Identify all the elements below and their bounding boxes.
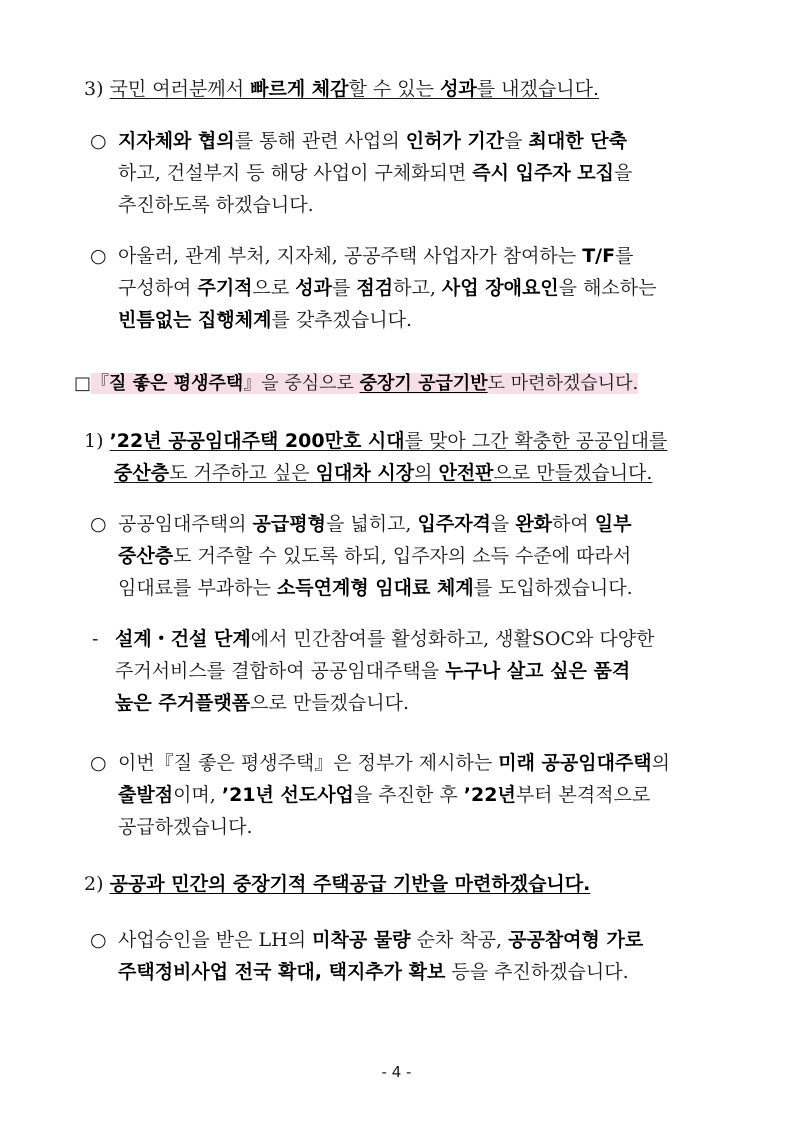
bullet-marker: ○ (90, 513, 107, 535)
bullet-marker: ○ (90, 752, 107, 774)
bullet-paragraph-5: 이번『질 좋은 평생주택』은 정부가 제시하는 미래 공공임대주택의 출발점이며, ’21년 선도사업을 추진한 후 ’22년부터 본격적으로 공급하겠습니다. (118, 752, 671, 838)
bullet-marker: ○ (90, 245, 107, 267)
section-2-heading (84, 868, 590, 900)
section-title: 국민 여러분께서 빠르게 체감할 수 있는 성과를 내겠습니다. (109, 78, 599, 100)
dash-marker: - (92, 628, 99, 650)
bullet-marker: ○ (90, 929, 107, 951)
dash-paragraph: 설계・건설 단계에서 민간참여를 활성화하고, 생활SOC와 다양한 주거서비스를 결합하여 공공임대주택을 누구나 살고 싶은 품격 높은 주거플랫폼으로 만들겠습니다. (115, 628, 655, 714)
bullet-paragraph-2: 아울러, 관계 부처, 지자체, 공공주택 사업자가 참여하는 T/F를 구성하여 주기적으로 성과를 점검하고, 사업 장애요인을 해소하는 빈틈없는 집행체계를 갖추겠습니다. (118, 245, 657, 331)
section-number: 3) (84, 78, 104, 100)
page-number: - 4 - (381, 1063, 412, 1081)
main-heading (74, 368, 638, 400)
section-3-heading (84, 73, 599, 105)
bullet-paragraph-1: 지자체와 협의를 통해 관련 사업의 인허가 기간을 최대한 단축 하고, 건설부지 등 해당 사업이 구체화되면 즉시 입주자 모집을 추진하도록 하겠습니다. (118, 130, 633, 216)
section-number: 2) (84, 873, 104, 895)
section-number: 1) (84, 430, 104, 452)
section-title: 공공과 민간의 중장기적 주택공급 기반을 마련하겠습니다. (109, 873, 591, 895)
section-1-heading: 1) ’22년 공공임대주택 200만호 시대를 맞아 그간 확충한 공공임대를 중산층도 거주하고 싶은 임대차 시장의 안전판으로 만들겠습니다. (84, 430, 668, 484)
bullet-paragraph-6: 사업승인을 받은 LH의 미착공 물량 순차 착공, 공공참여형 가로 주택정비사업 전국 확대, 택지추가 확보 등을 추진하겠습니다. (118, 929, 644, 983)
bullet-marker: ○ (90, 130, 107, 152)
bullet-paragraph-3: 공공임대주택의 공급평형을 넓히고, 입주자격을 완화하여 일부 중산층도 거주할 수 있도록 하되, 입주자의 소득 수준에 따라서 임대료를 부과하는 소득연계형 임대료 체계를 도입하겠습니다. (118, 513, 633, 599)
checkbox-square-icon: □ (74, 373, 92, 394)
highlighted-title: 『질 좋은 평생주택』을 중심으로 중장기 공급기반도 마련하겠습니다. (91, 373, 639, 394)
